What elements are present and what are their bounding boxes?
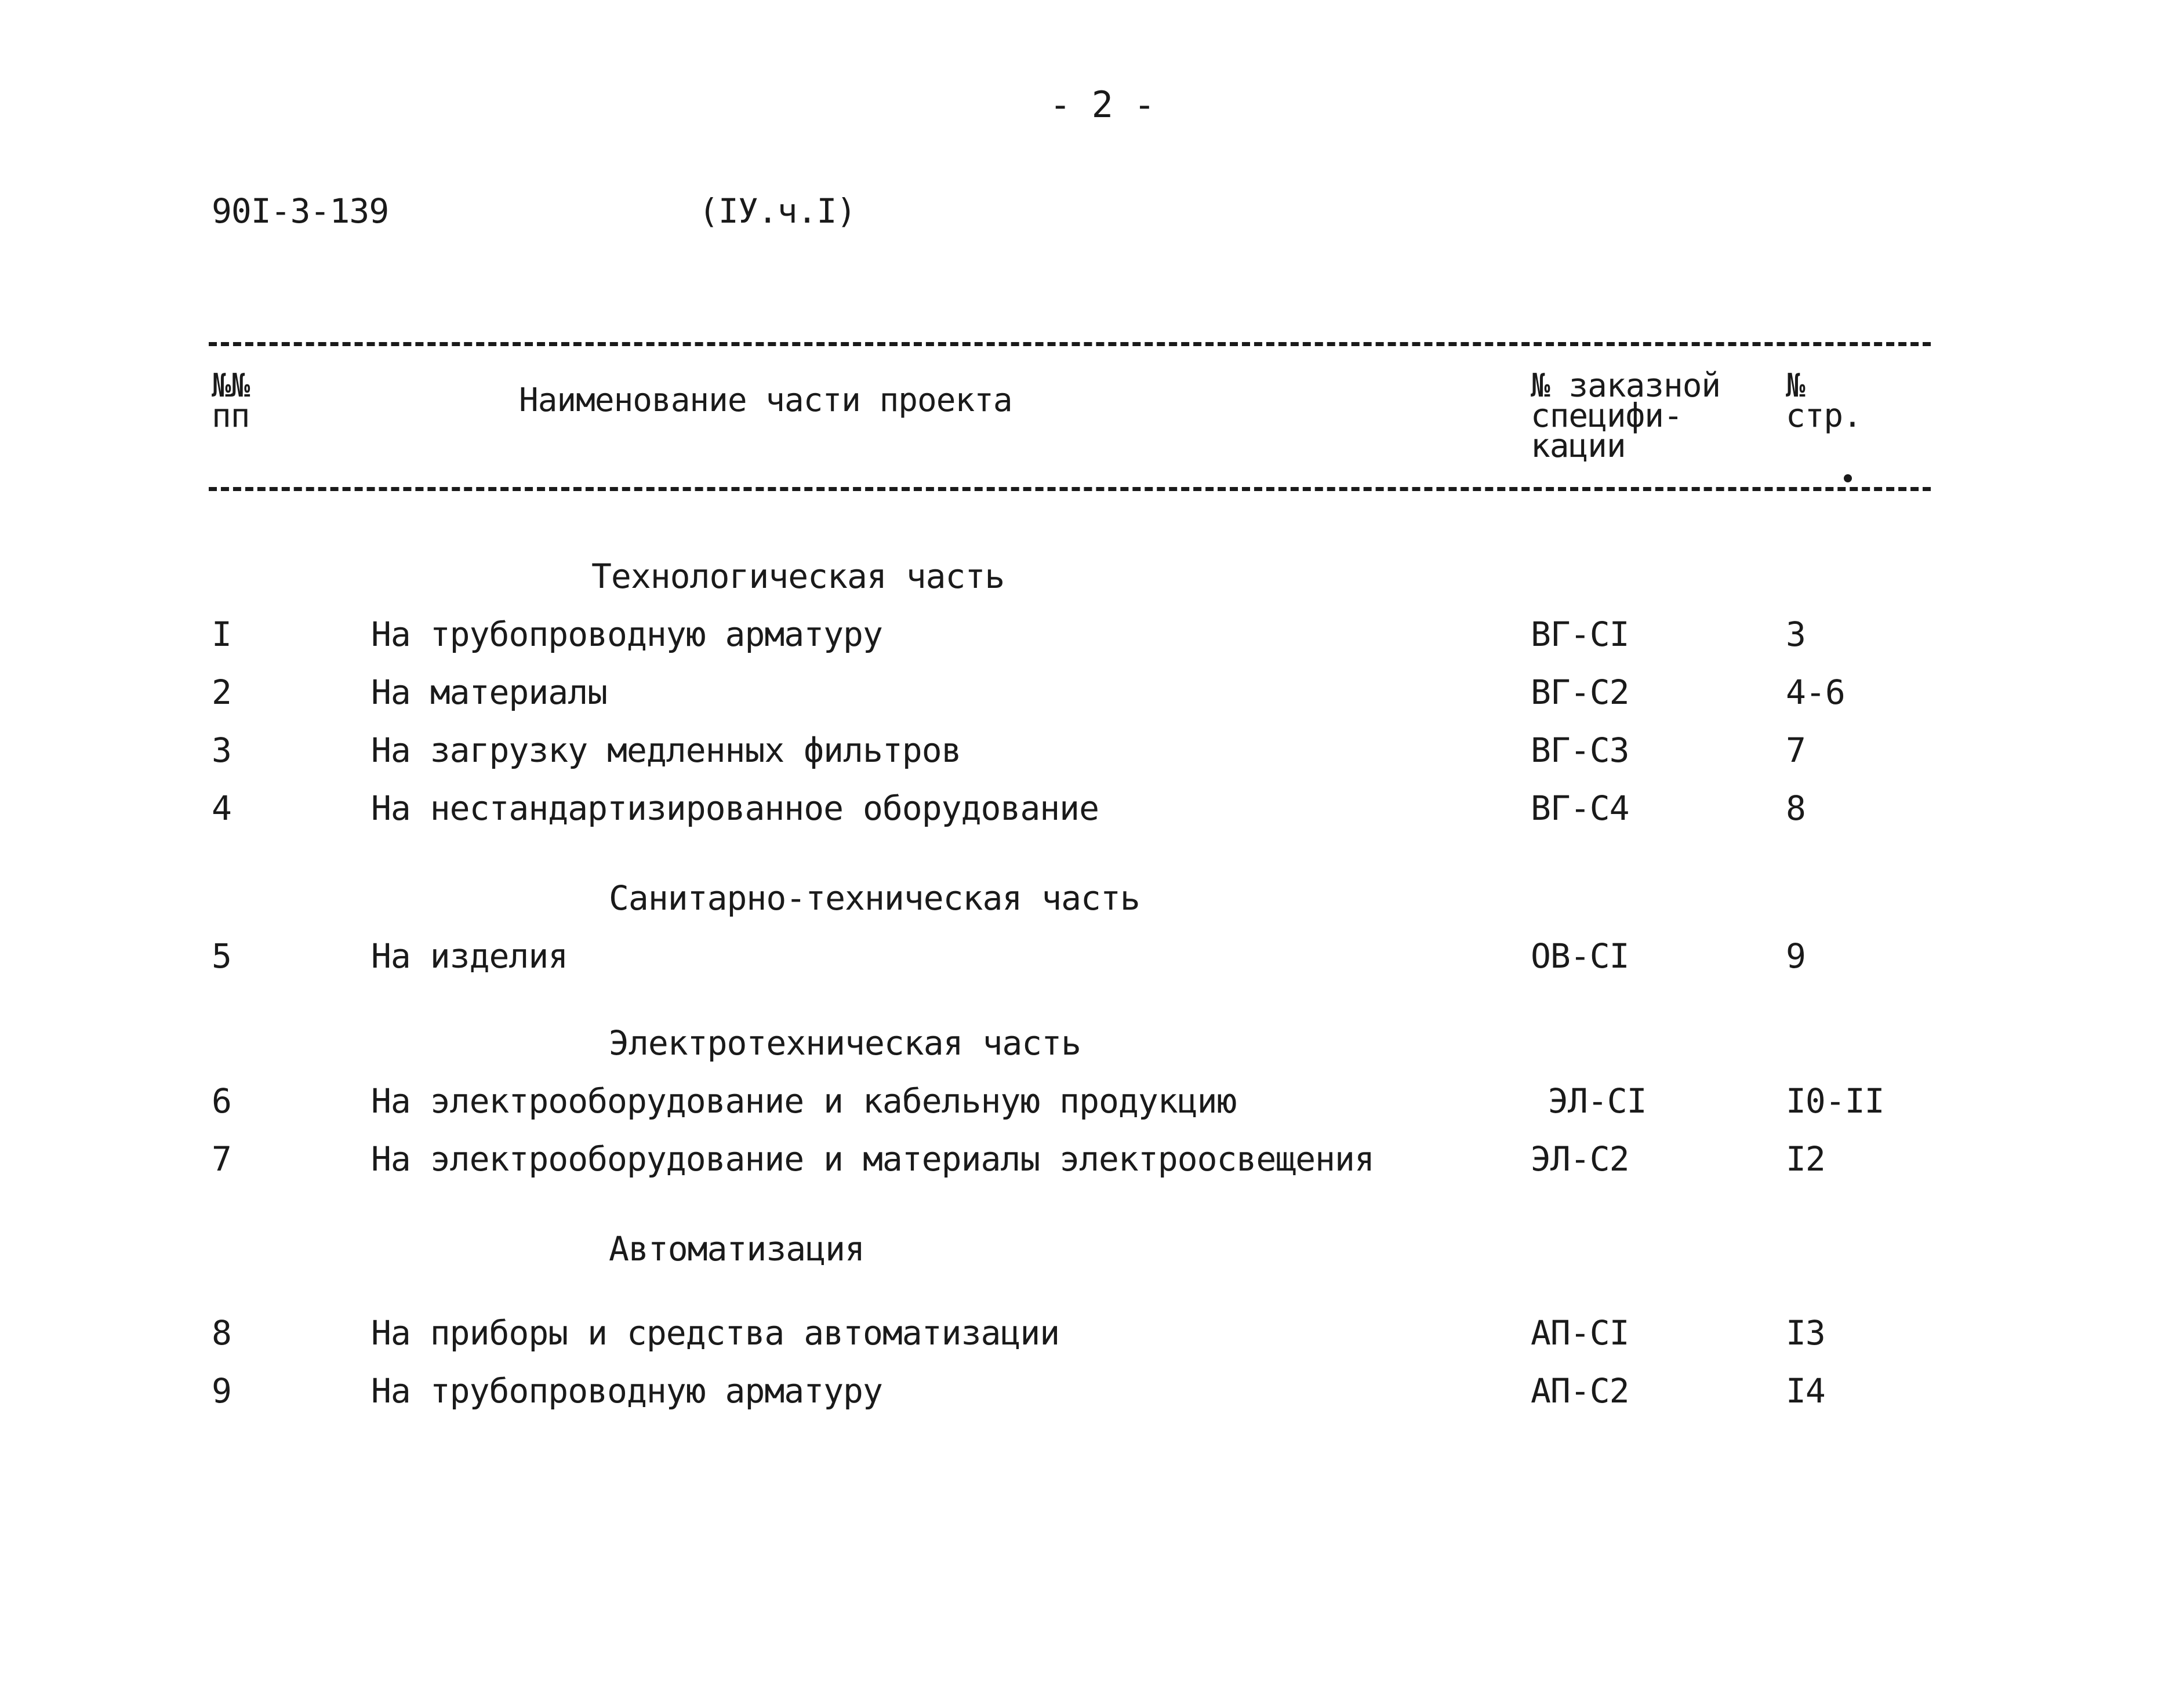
header-top-rule bbox=[209, 342, 1931, 346]
document-part: (IУ.ч.I) bbox=[699, 191, 856, 231]
row-number: I bbox=[212, 615, 231, 654]
row-page: 3 bbox=[1786, 615, 1806, 654]
header-page-label: № стр. bbox=[1786, 367, 1862, 435]
row-page: I4 bbox=[1786, 1371, 1825, 1411]
row-name: На загрузку медленных фильтров bbox=[371, 731, 961, 770]
row-spec: АП-СI bbox=[1531, 1313, 1629, 1353]
row-name: На нестандартизированное оборудование bbox=[371, 788, 1099, 828]
row-name: На электрооборудование и кабельную продукцию bbox=[371, 1081, 1237, 1121]
header-number-label: №№ пп bbox=[212, 367, 250, 435]
section-title: Санитарно-техническая часть bbox=[609, 878, 1140, 918]
row-name: На материалы bbox=[371, 673, 608, 712]
row-name: На трубопроводную арматуру bbox=[371, 1371, 882, 1411]
row-number: 4 bbox=[212, 788, 231, 828]
row-name: На трубопроводную арматуру bbox=[371, 615, 882, 654]
row-spec: ВГ-С3 bbox=[1531, 731, 1629, 770]
row-spec: ВГ-СI bbox=[1531, 615, 1629, 654]
page-number: - 2 - bbox=[1049, 83, 1155, 126]
row-spec: АП-С2 bbox=[1531, 1371, 1629, 1411]
section-title: Электротехническая часть bbox=[609, 1023, 1081, 1063]
row-number: 8 bbox=[212, 1313, 231, 1353]
row-spec: ВГ-С2 bbox=[1531, 673, 1629, 712]
row-page: I3 bbox=[1786, 1313, 1825, 1353]
row-name: На изделия bbox=[371, 936, 568, 976]
stray-mark bbox=[1844, 474, 1852, 482]
row-name: На электрооборудование и материалы электроосвещения bbox=[371, 1139, 1374, 1179]
header-bottom-rule bbox=[209, 487, 1931, 491]
header-spec-label: № заказной специфи- кации bbox=[1531, 367, 1721, 465]
row-spec: ВГ-С4 bbox=[1531, 788, 1629, 828]
document-code: 90I-3-139 bbox=[212, 191, 389, 231]
header-name-label: Наименование части проекта bbox=[519, 381, 1012, 419]
row-page: 4-6 bbox=[1786, 673, 1845, 712]
row-number: 6 bbox=[212, 1081, 231, 1121]
row-page: 8 bbox=[1786, 788, 1806, 828]
row-name: На приборы и средства автоматизации bbox=[371, 1313, 1060, 1353]
row-number: 3 bbox=[212, 731, 231, 770]
row-page: 9 bbox=[1786, 936, 1806, 976]
row-page: I2 bbox=[1786, 1139, 1825, 1179]
row-spec: ОВ-СI bbox=[1531, 936, 1629, 976]
row-spec: ЭЛ-С2 bbox=[1531, 1139, 1629, 1179]
section-title: Автоматизация bbox=[609, 1229, 864, 1269]
row-number: 2 bbox=[212, 673, 231, 712]
row-page: 7 bbox=[1786, 731, 1806, 770]
section-title: Технологическая часть bbox=[591, 557, 1005, 596]
row-spec: ЭЛ-СI bbox=[1548, 1081, 1647, 1121]
row-number: 9 bbox=[212, 1371, 231, 1411]
row-number: 7 bbox=[212, 1139, 231, 1179]
row-number: 5 bbox=[212, 936, 231, 976]
row-page: I0-II bbox=[1786, 1081, 1884, 1121]
